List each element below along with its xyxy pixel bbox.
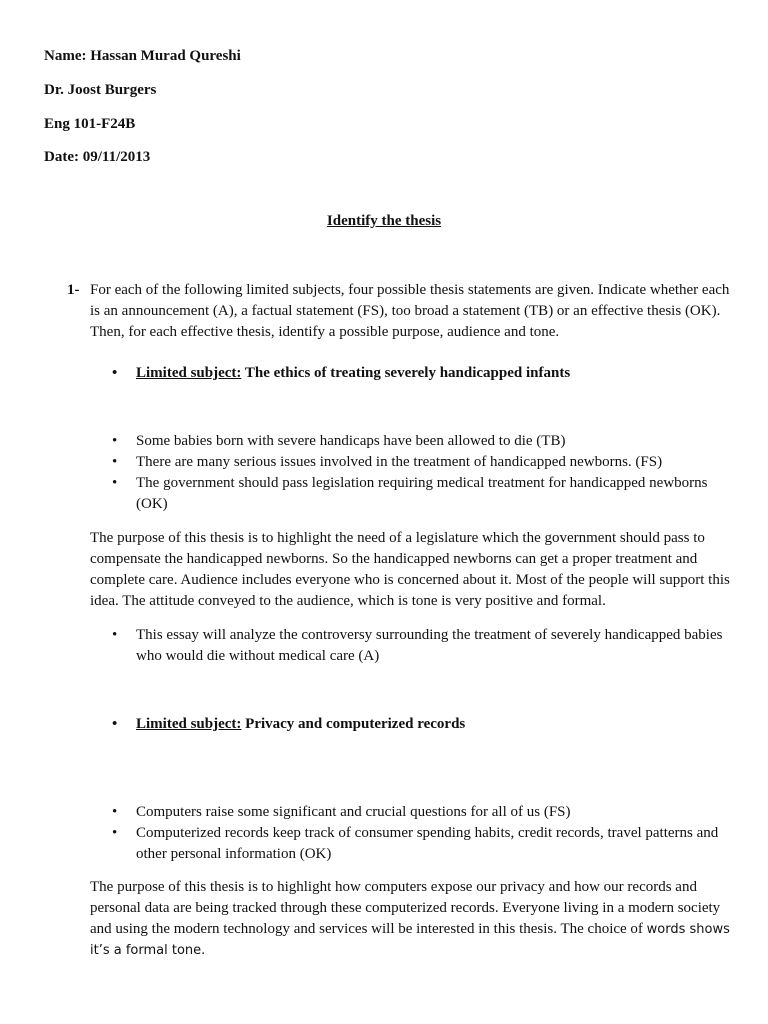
limited-subject-text: The ethics of treating severely handicapped infants [241,365,571,381]
bullet-icon: • [112,627,118,643]
thesis-list-1b [112,625,724,667]
thesis-list-1 [112,431,724,515]
bullet-icon: • [112,804,118,820]
instructor-name: Dr. Joost Burgers [44,82,157,98]
bullet-icon: • [112,365,118,381]
course-code: Eng 101-F24B [44,116,136,132]
bullet-icon: • [112,433,118,449]
bullet-icon: • [112,825,118,841]
analysis-paragraph-1: The purpose of this thesis is to highlight the need of a legislature which the government should pass to compensate the handicapped newborns. So the handicapped newborns can get a proper treatment and complete care. Audience includes everyone who is concerned about it. Most of the people will support this idea. The attitude conveyed to the audience, which is tone is very positive and formal. [90,530,730,609]
list-item: • This essay will analyze the controversy surrounding the treatment of severely handicapped babies who would die without medical care (A) [112,627,723,664]
bullet-icon: • [112,454,118,470]
limited-subject-label: Limited subject: [136,365,242,381]
page-title: Identify the thesis [326,213,442,229]
list-item: • There are many serious issues involved in the treatment of handicapped newborns. (FS) [112,452,724,473]
limited-subject-text: Privacy and computerized records [241,716,466,732]
question-text: For each of the following limited subjects, four possible thesis statements are given. Indicate whether each is an announcement (A), a factual statement (FS), too broad a statement (TB) or an effective thesis (OK). Then, for each effective thesis, identify a possible purpose, audience and tone. [90,282,730,340]
analysis-paragraph-2: The purpose of this thesis is to highlight how computers expose our privacy and how our records and personal data are being tracked through these computerized records. Everyone living in a modern society and using the modern technology and services will be interested in this thesis. The choice of words shows it’s a formal tone. [90,879,730,958]
bullet-icon: • [112,475,118,491]
bullet-icon: • [112,716,118,732]
list-item: • The government should pass legislation requiring medical treatment for handicapped newborns (OK) [112,475,708,512]
list-item: • Computers raise some significant and crucial questions for all of us (FS) [112,802,724,823]
limited-subject-label: Limited subject: [136,716,242,732]
thesis-list-2 [112,802,724,865]
question-number: 1- [67,282,80,298]
student-name: Name: Hassan Murad Qureshi [44,48,241,64]
date-line: Date: 09/11/2013 [44,149,151,165]
list-item: • Computerized records keep track of consumer spending habits, credit records, travel patterns and other personal information (OK) [112,825,719,862]
list-item: • Some babies born with severe handicaps have been allowed to die (TB) [112,431,724,452]
